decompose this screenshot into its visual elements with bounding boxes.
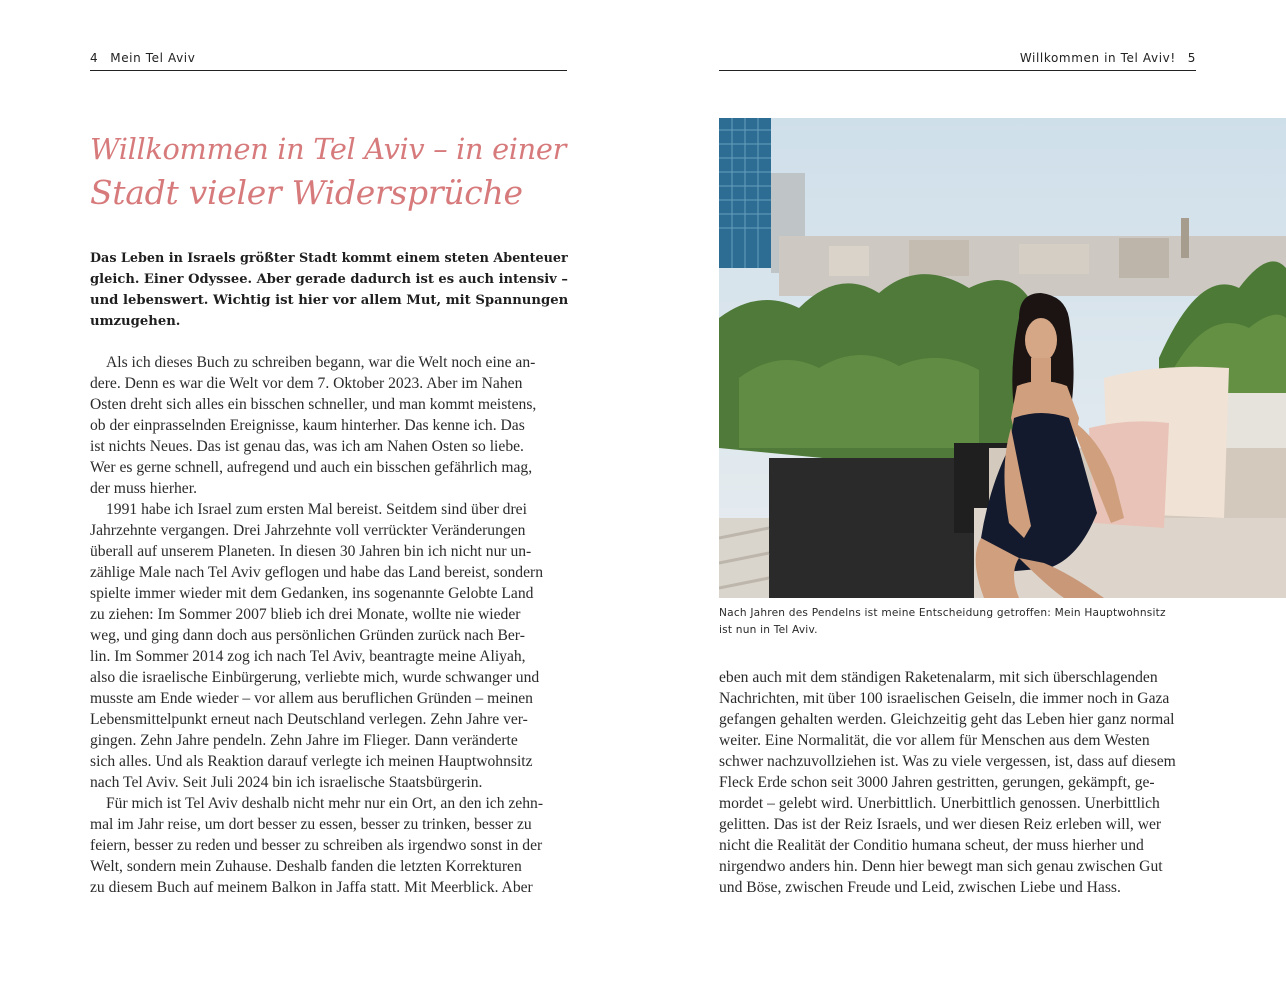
body-line: zählige Male nach Tel Aviv geflogen und habe das Land bereist, sondern	[90, 564, 544, 581]
body-line: gingen. Zehn Jahre pendeln. Zehn Jahre im Flieger. Dann veränderte	[90, 732, 518, 749]
body-line: gefangen gehalten werden. Gleichzeitig geht das Leben hier ganz normal	[719, 711, 1175, 728]
body-line: feiern, besser zu reden und besser zu schreiben als irgendwo sonst in der	[90, 837, 543, 854]
body-line: mordet – gelebt wird. Unerbittlich. Unerbittlich genossen. Unerbittlich	[719, 795, 1160, 812]
lead-line: gleich. Einer Odyssee. Aber gerade dadurch ist es auch intensiv –	[90, 272, 568, 287]
photo-caption	[719, 605, 1219, 639]
body-line: mal im Jahr reise, um dort besser zu essen, besser zu trinken, besser zu	[90, 816, 532, 833]
right-page	[643, 0, 1286, 1000]
body-line: überall auf unserem Planeten. In diesen 30 Jahren bin ich nicht nur un-	[90, 543, 532, 560]
body-line: nicht die Realität der Conditio humana scheut, der muss hierher und	[719, 837, 1144, 854]
lead-line: und lebenswert. Wichtig ist hier vor allem Mut, mit Spannungen	[90, 293, 569, 308]
body-line: Welt, sondern mein Zuhause. Deshalb fanden die letzten Korrekturen	[90, 858, 522, 875]
lead-line: Das Leben in Israels größter Stadt kommt einem steten Abenteuer	[90, 251, 568, 266]
rooftop-portrait-photo	[719, 118, 1286, 598]
body-line: Fleck Erde schon seit 3000 Jahren gestritten, gerungen, gekämpft, ge-	[719, 774, 1155, 791]
body-line: Für mich ist Tel Aviv deshalb nicht mehr nur ein Ort, an den ich zehn-	[106, 795, 544, 812]
body-line: also die israelische Einbürgerung, verliebte mich, wurde schwanger und	[90, 669, 540, 686]
body-line: ob der einprasselnden Ereignisse, kaum hinterher. Das kenne ich. Das	[90, 417, 525, 434]
body-line: Nachrichten, mit über 100 israelischen Geiseln, die immer noch in Gaza	[719, 690, 1170, 707]
running-head-right	[719, 50, 1196, 66]
body-line: sich alles. Und als Reaktion darauf verlegte ich meinen Hauptwohnsitz	[90, 753, 533, 770]
running-head-title: Willkommen in Tel Aviv!	[1019, 51, 1176, 65]
body-line: Lebensmittelpunkt erneut nach Deutschland verlegen. Zehn Jahre ver-	[90, 711, 528, 728]
photo-illustration	[719, 118, 1286, 598]
header-rule	[719, 70, 1196, 71]
page-number: 5	[1187, 51, 1196, 65]
body-line: eben auch mit dem ständigen Raketenalarm, mit sich überschlagenden	[719, 669, 1158, 686]
body-line: und Böse, zwischen Freude und Leid, zwischen Liebe und Hass.	[719, 879, 1121, 896]
body-line: Osten dreht sich alles ein bisschen schneller, und man kommt meistens,	[90, 396, 537, 413]
body-line: gelitten. Das ist der Reiz Israels, und wer diesen Reiz erleben will, wer	[719, 816, 1162, 833]
body-line: nirgendwo anders hin. Denn hier bewegt man sich genau zwischen Gut	[719, 858, 1163, 875]
header-rule	[90, 70, 567, 71]
body-line: musste am Ende wieder – vor allem aus beruflichen Gründen – meinen	[90, 690, 533, 707]
body-text-right	[719, 667, 1199, 898]
body-line: der muss hierher.	[90, 480, 197, 497]
body-line: zu ziehen: Im Sommer 2007 blieb ich drei Monate, wollte nie wieder	[90, 606, 521, 623]
body-line: dere. Denn es war die Welt vor dem 7. Oktober 2023. Aber im Nahen	[90, 375, 523, 392]
body-line: spielte immer wieder mit dem Gedanken, ins sogenannte Gelobte Land	[90, 585, 534, 602]
chapter-title-line: Willkommen in Tel Aviv – in einer	[90, 132, 567, 166]
body-line: Wer es gerne schnell, aufregend und auch ein bisschen gefährlich mag,	[90, 459, 533, 476]
lead-line: umzugehen.	[90, 314, 181, 329]
page-number: 4	[90, 51, 99, 65]
lead-paragraph	[90, 248, 570, 332]
body-line: zu diesem Buch auf meinem Balkon in Jaffa statt. Mit Meerblick. Aber	[90, 879, 533, 896]
body-line: weiter. Eine Normalität, die vor allem für Menschen aus dem Westen	[719, 732, 1150, 749]
caption-line: ist nun in Tel Aviv.	[719, 624, 818, 636]
running-head-left	[90, 50, 567, 66]
running-head-title: Mein Tel Aviv	[110, 51, 196, 65]
body-line: weg, und ging dann doch aus persönlichen Gründen zurück nach Ber-	[90, 627, 525, 644]
body-line: schwer nachzuvollziehen ist. Was zu viele vergessen, ist, dass auf diesem	[719, 753, 1176, 770]
body-text-left	[90, 352, 570, 898]
chapter-title	[90, 128, 570, 214]
body-line: 1991 habe ich Israel zum ersten Mal bereist. Seitdem sind über drei	[106, 501, 527, 518]
body-line: lin. Im Sommer 2014 zog ich nach Tel Aviv, beantragte meine Aliyah,	[90, 648, 526, 665]
body-line: Als ich dieses Buch zu schreiben begann, war die Welt noch eine an-	[106, 354, 536, 371]
chapter-title-line: Stadt vieler Widersprüche	[90, 173, 523, 212]
body-line: nach Tel Aviv. Seit Juli 2024 bin ich israelische Staatsbürgerin.	[90, 774, 483, 791]
caption-line: Nach Jahren des Pendelns ist meine Entscheidung getroffen: Mein Hauptwohnsitz	[719, 607, 1166, 619]
face	[1025, 318, 1057, 362]
body-line: ist nichts Neues. Das ist genau das, was ich am Nahen Osten so liebe.	[90, 438, 524, 455]
body-line: Jahrzehnte vergangen. Drei Jahrzehnte voll verrückter Veränderungen	[90, 522, 526, 539]
